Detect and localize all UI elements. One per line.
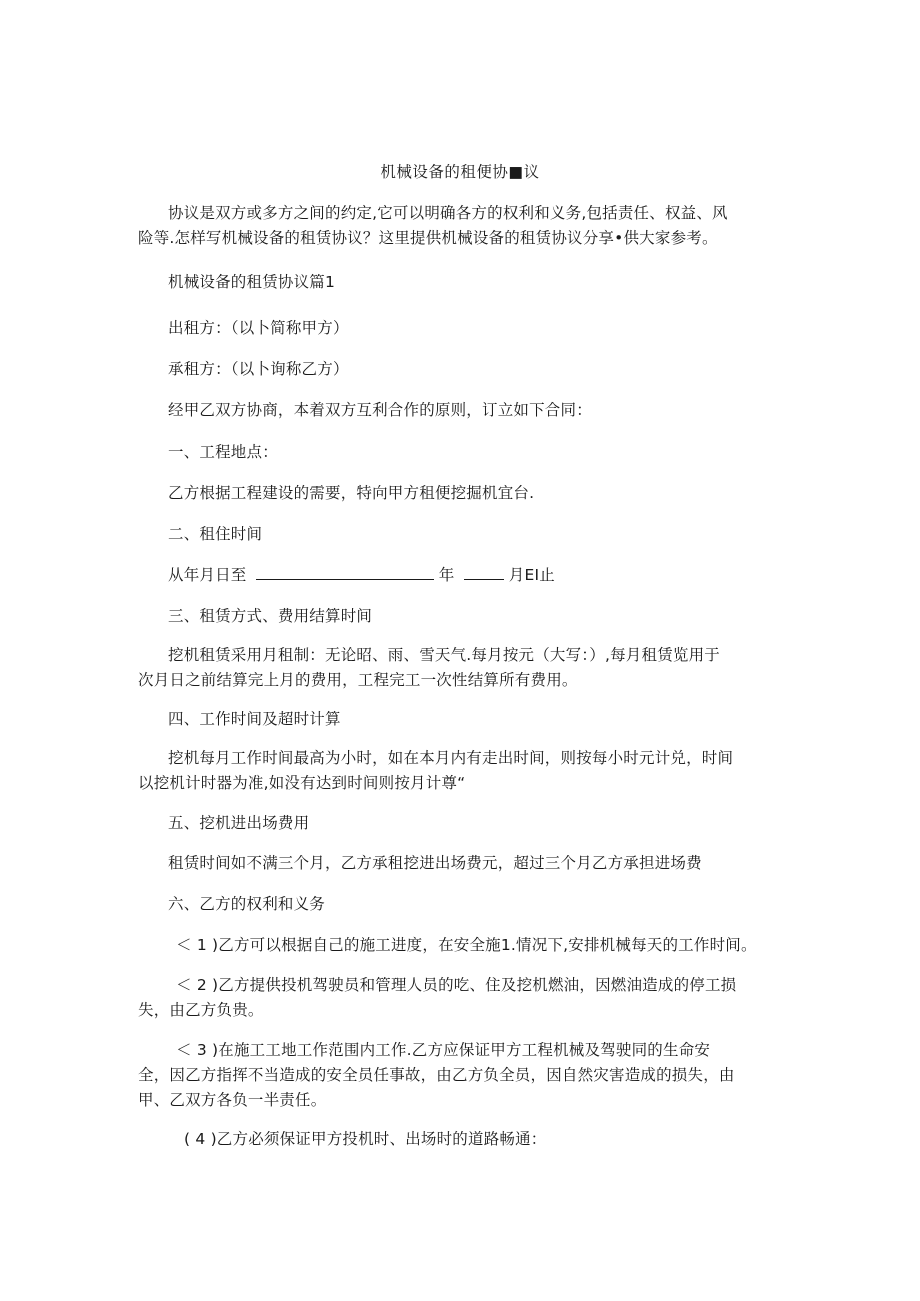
item-3 (138, 1038, 788, 1113)
date-year-text: 年 (438, 566, 455, 584)
document-title: 机械设备的租便协■议 (380, 163, 540, 181)
item-4: ( 4 )乙方必须保证甲方投机时、出场时的道路畅通： (184, 1130, 547, 1148)
lessor-line: 出租方：（以卜简称甲方） (168, 319, 349, 337)
item-2 (138, 973, 788, 1023)
section-title: 机械设备的租赁协议篇1 (168, 273, 336, 291)
item-3-line-1: ＜ 3 )在施工工地工作范围内工作.乙方应保证甲方工程机械及驾驶同的生命安 (176, 1041, 711, 1059)
heading-5: 五、挖机进出场费用 (168, 814, 310, 832)
paragraph-4 (138, 746, 788, 796)
heading-6: 六、乙方的权利和义务 (168, 895, 326, 913)
date-from-text: 从年月日至 (168, 566, 247, 584)
heading-3: 三、租赁方式、费用结算时间 (168, 607, 373, 625)
paragraph-4-line-1: 挖机每月工作时间最高为小时，如在本月内有走出时间，则按每小时元计兑，时间 (168, 749, 734, 767)
paragraph-3 (138, 643, 788, 693)
item-1: ＜ 1 )乙方可以根据自己的施工进度，在安全施1.情况下,安排机械每天的工作时间。 (176, 936, 757, 954)
intro-paragraph (138, 201, 788, 251)
date-blank-1 (256, 565, 434, 580)
paragraph-2 (168, 563, 818, 588)
item-3-line-2: 全，因乙方指挥不当造成的安全员任事故，由乙方负全员，因自然灾害造成的损失，由 (138, 1066, 735, 1084)
paragraph-4-line-2: 以挖机计时器为准,如没有达到时间则按月计尊“ (138, 774, 466, 792)
intro-line-1: 协议是双方或多方之间的约定,它可以明确各方的权利和义务,包括责任、权益、风 (168, 204, 728, 222)
item-3-line-3: 甲、乙双方各负一半责任。 (138, 1091, 327, 1109)
lessee-line: 承租方：（以卜询称乙方） (168, 360, 349, 378)
date-month-text: 月EI止 (508, 566, 555, 584)
paragraph-3-line-2: 次月日之前结算完上月的费用，工程完工一次性结算所有费用。 (138, 671, 578, 689)
heading-2: 二、租住时间 (168, 525, 263, 543)
date-blank-2 (464, 565, 504, 580)
paragraph-1: 乙方根据工程建设的需要，特向甲方租便挖掘机宜台. (168, 484, 535, 502)
consensus-line: 经甲乙双方协商，本着双方互利合作的原则，订立如下合同： (168, 401, 592, 419)
heading-1: 一、工程地点： (168, 443, 278, 461)
intro-line-2: 险等.怎样写机械设备的租赁协议？这里提供机械设备的租赁协议分享•供大家参考。 (138, 229, 718, 247)
paragraph-5: 租赁时间如不满三个月，乙方承租挖进出场费元，超过三个月乙方承担进场费 (168, 854, 702, 872)
item-2-line-2: 失，由乙方负贵。 (138, 1001, 264, 1019)
paragraph-3-line-1: 挖机租赁采用月租制：无论昭、雨、雪天气.每月按元（大写：）,每月租赁览用于 (168, 646, 721, 664)
heading-4: 四、工作时间及超时计算 (168, 710, 341, 728)
item-2-line-1: ＜ 2 )乙方提供投机驾驶员和管理人员的吃、住及挖机燃油，因燃油造成的停工损 (176, 976, 737, 994)
